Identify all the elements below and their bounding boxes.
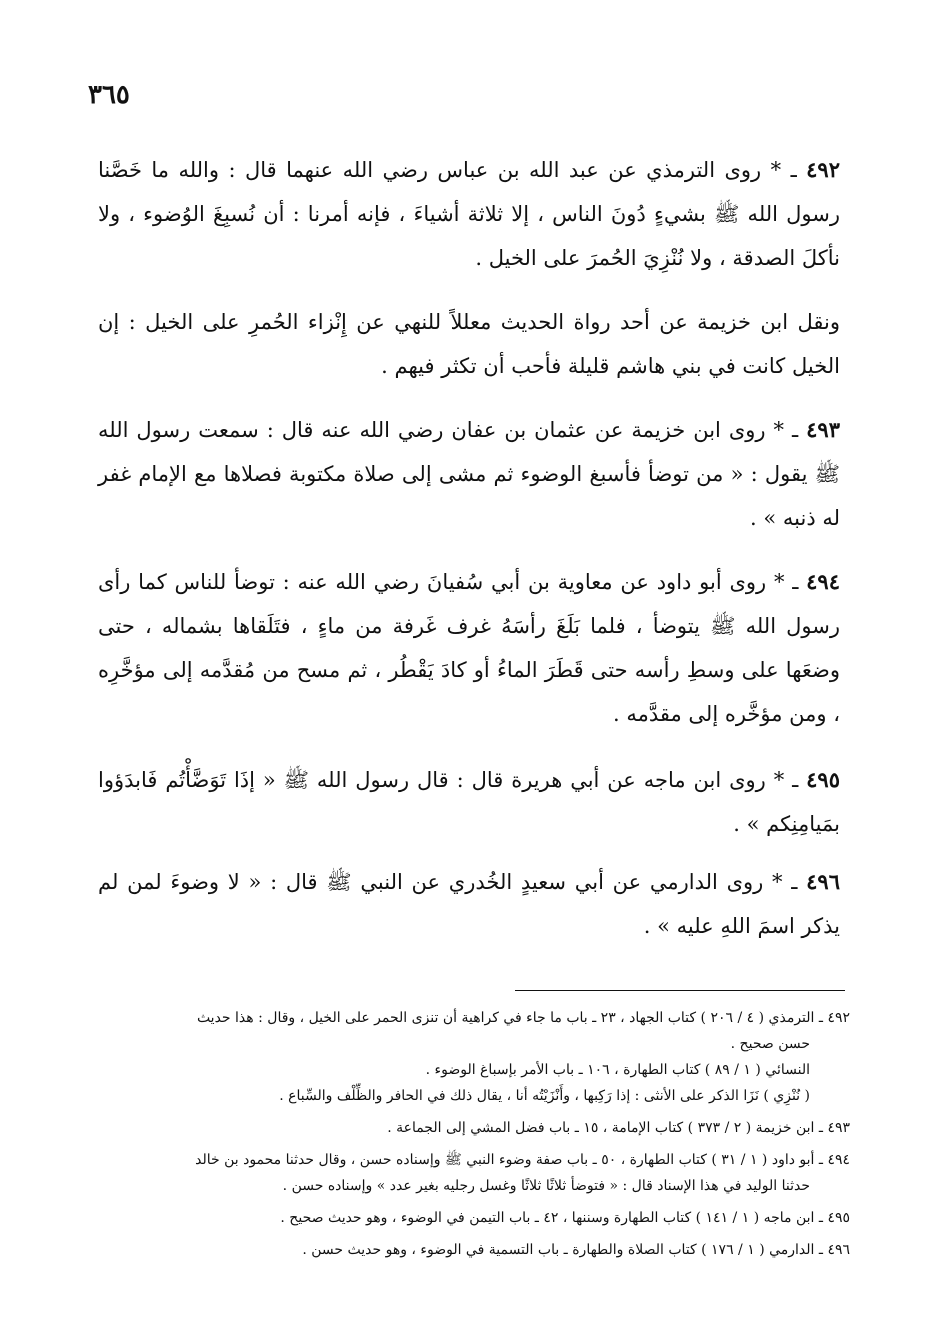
hadith-number: ٤٩٣: [806, 417, 840, 442]
hadith-492-note: [98, 300, 840, 388]
hadith-text: ـ * روى ابن خزيمة عن عثمان بن عفان رضي الله عنه قال : سمعت رسول الله ﷺ يقول : « من توضأ فأسبغ الوضوء ثم مشى إلى صلاة مكتوبة فصلاها مع الإمام غفر له ذنبه » .: [98, 418, 840, 530]
hadith-text: ـ * روى الدارمي عن أبي سعيدٍ الخُدري عن النبي ﷺ قال : « لا وضوءَ لمن لم يذكر اسمَ اللهِ عليه » .: [98, 870, 840, 938]
hadith-496: [98, 860, 840, 948]
page-number: ٣٦٥: [88, 80, 130, 110]
hadith-number: ٤٩٦: [806, 869, 840, 894]
footnote-494: [98, 1147, 850, 1199]
footnote-divider: [515, 990, 845, 991]
footnotes: [98, 1005, 850, 1269]
footnote-line: ٤٩٦ ـ الدارمي ( ١ / ١٧٦ ) كتاب الصلاة والطهارة ـ باب التسمية في الوضوء ، وهو حديث حسن .: [302, 1242, 850, 1258]
footnote-496: [98, 1237, 850, 1263]
hadith-number: ٤٩٢: [806, 157, 840, 182]
footnote-line: ٤٩٢ ـ الترمذي ( ٤ / ٢٠٦ ) كتاب الجهاد ، ٢٣ ـ باب ما جاء في كراهية أن تنزى الحمر على الخيل ، وقال : هذا حديث: [196, 1010, 850, 1026]
footnote-line: حدثنا الوليد في هذا الإسناد قال : « فتوضأ ثلاثًا ثلاثًا وغسل رجليه بغير عدد » وإسناده حسن .: [282, 1178, 810, 1194]
note-text: ونقل ابن خزيمة عن أحد رواة الحديث معللاً للنهي عن إِنْزاء الحُمرِ على الخيل : إن الخيل كانت في بني هاشم قليلة فأحب أن تكثر فيهم .: [98, 310, 840, 378]
hadith-494: [98, 560, 840, 736]
footnote-line: ٤٩٥ ـ ابن ماجه ( ١ / ١٤١ ) كتاب الطهارة وسننها ، ٤٢ ـ باب التيمن في الوضوء ، وهو حديث صحيح .: [280, 1210, 850, 1226]
hadith-text: ـ * روى ابن ماجه عن أبي هريرة قال : قال رسول الله ﷺ « إذَا تَوَضَّأْتُم فَابدَؤوا بمَيامِنِكم » .: [98, 768, 840, 836]
footnote-line: النسائي ( ١ / ٨٩ ) كتاب الطهارة ، ١٠٦ ـ باب الأمر بإسباغ الوضوء .: [425, 1062, 810, 1078]
footnote-line: حسن صحيح .: [730, 1036, 810, 1052]
footnote-line: ٤٩٣ ـ ابن خزيمة ( ٢ / ٣٧٣ ) كتاب الإمامة ، ١٥ ـ باب فضل المشي إلى الجماعة .: [387, 1120, 850, 1136]
hadith-text: ـ * روى أبو داود عن معاوية بن أبي سُفيانَ رضي الله عنه : توضأ للناس كما رأى رسول الله ﷺ يتوضأ ، فلما بَلَغَ رأسَهُ غرف غَرفة من ماءٍ ، فتَلَقاها بشماله ، حتى وضعَها على وسطِ رأسه حتى قَطَرَ الماءُ أو كادَ يَقْطُر ، ثم مسح من مُقدَّمه إلى مؤخَّرِه ، ومن مؤخَّره إلى مقدَّمه .: [98, 570, 840, 726]
footnote-495: [98, 1205, 850, 1231]
footnote-line: ( نُنْزِي ) نَزَا الذكر على الأنثى : إذا رَكِبها ، وأَنْزَيْتُه أنا ، يقال ذلك في الحافر والظِّلْف والسِّباع .: [279, 1088, 810, 1104]
hadith-492: [98, 148, 840, 280]
hadith-495: [98, 758, 840, 846]
hadith-number: ٤٩٥: [806, 767, 840, 792]
footnote-492: [98, 1005, 850, 1109]
hadith-number: ٤٩٤: [806, 569, 840, 594]
footnote-line: ٤٩٤ ـ أبو داود ( ١ / ٣١ ) كتاب الطهارة ، ٥٠ ـ باب صفة وضوء النبي ﷺ وإسناده حسن ، وقال حدثنا محمود بن خالد: [195, 1152, 850, 1168]
footnote-493: [98, 1115, 850, 1141]
hadith-493: [98, 408, 840, 540]
hadith-text: ـ * روى الترمذي عن عبد الله بن عباس رضي الله عنهما قال : والله ما خَصَّنا رسول الله ﷺ بشيءٍ دُونَ الناس ، إلا ثلاثة أشياءَ ، فإنه أمرنا : أن نُسبِغَ الوُضوء ، ولا نأكلَ الصدقة ، ولا نُنْزِيَ الحُمرَ على الخيل .: [98, 158, 840, 270]
